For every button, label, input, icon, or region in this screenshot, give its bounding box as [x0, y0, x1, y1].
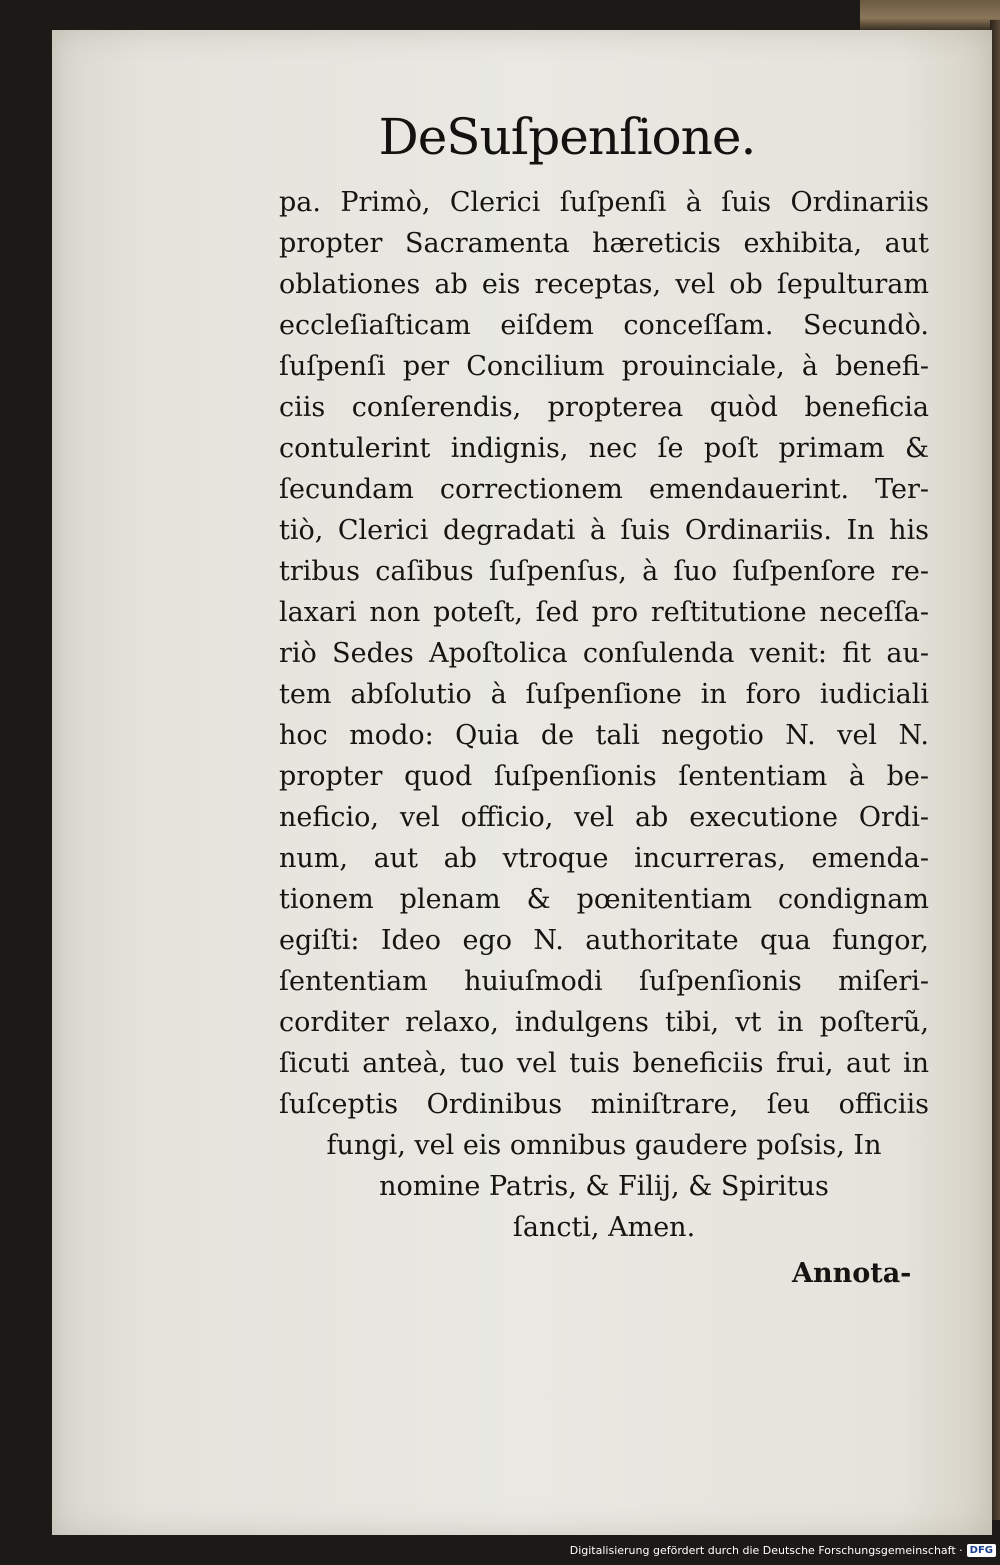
text-line: ſuſpenſi per Concilium prouinciale, à benefi-: [279, 351, 929, 382]
digitization-credit: [570, 1539, 996, 1561]
text-line: ſententiam huiuſmodi ſuſpenſionis miſeri-: [279, 966, 929, 997]
text-line: laxari non poteſt, ſed pro reſtitutione neceſſa-: [279, 597, 929, 628]
book-page: [52, 30, 992, 1535]
text-line: riò Sedes Apoſtolica conſulenda venit: fit au-: [279, 638, 929, 669]
closing-line: ſancti, Amen.: [512, 1212, 696, 1243]
text-line: hoc modo: Quia de tali negotio N. vel N.: [279, 720, 929, 751]
text-line: neficio, vel officio, vel ab executione Ordi-: [279, 802, 929, 833]
text-line: propter Sacramenta hæreticis exhibita, aut: [279, 228, 929, 259]
text-line: contulerint indignis, nec ſe poſt primam &: [279, 433, 929, 464]
closing-line: nomine Patris, & Filij, & Spiritus: [379, 1171, 829, 1202]
text-line: ciis conſerendis, propterea quòd beneficia: [279, 392, 929, 423]
credit-text: Digitalisierung gefördert durch die Deutsche Forschungsgemeinschaft ·: [569, 1543, 963, 1557]
text-line: propter quod ſuſpenſionis ſententiam à be-: [279, 761, 929, 792]
page-heading: DeSuſpenſione.: [378, 108, 756, 166]
text-line: num, aut ab vtroque incurreras, emenda-: [279, 843, 929, 874]
text-line: ſuſceptis Ordinibus miniſtrare, ſeu officiis: [279, 1089, 929, 1120]
text-line: corditer relaxo, indulgens tibi, vt in poſterũ,: [279, 1007, 929, 1038]
text-line: ſicuti anteà, tuo vel tuis beneficiis frui, aut in: [279, 1048, 929, 1079]
text-line: pa. Primò, Clerici ſuſpenſi à ſuis Ordinariis: [279, 187, 929, 218]
body-text: [279, 182, 929, 1248]
catchword: Annota-: [792, 1258, 912, 1289]
text-line: ſecundam correctionem emendauerint. Ter-: [279, 474, 929, 505]
text-line: oblationes ab eis receptas, vel ob ſepulturam: [279, 269, 929, 300]
book-edge-top: [860, 0, 1000, 30]
text-line: tribus caſibus ſuſpenſus, à ſuo ſuſpenſore re-: [279, 556, 929, 587]
closing-line: fungi, vel eis omnibus gaudere poſsis, In: [326, 1130, 882, 1161]
text-line: egiſti: Ideo ego N. authoritate qua fungor,: [279, 925, 929, 956]
text-line: tiò, Clerici degradati à ſuis Ordinariis. In his: [279, 515, 929, 546]
text-line: tionem plenam & pœnitentiam condignam: [279, 884, 929, 915]
text-line: tem abſolutio à ſuſpenſione in foro iudiciali: [279, 679, 929, 710]
text-line: eccleſiaſticam eiſdem conceſſam. Secundò.: [279, 310, 929, 341]
dfg-logo: DFG: [967, 1544, 996, 1557]
